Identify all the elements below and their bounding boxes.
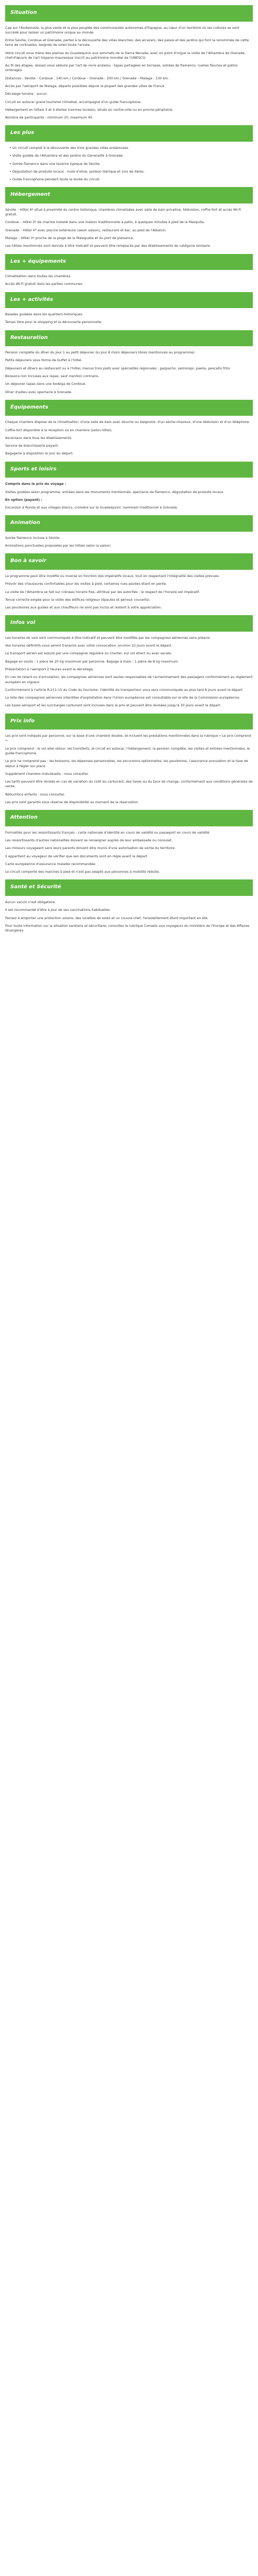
paragraph: Bagage en soute : 1 pièce de 20 kg maximum par personne. Bagage à main : 1 pièce de 8 kg maximum.	[5, 659, 179, 664]
section-header: Sports et loisirs	[5, 462, 253, 478]
section-equipements	[0, 400, 258, 456]
list-item: • Soirée flamenco dans une taverne typique de Séville.	[5, 162, 253, 166]
section-bon-a-savoir	[0, 553, 258, 610]
paragraph: Animations ponctuelles proposées par les hôtels selon la saison.	[5, 544, 112, 548]
paragraph: Climatisation dans toutes les chambres.	[5, 274, 72, 279]
list-item: • Guide francophone pendant toute la durée du circuit.	[5, 177, 253, 182]
paragraph: Chaque chambre dispose de la climatisation, d'une salle de bain avec douche ou baignoire, d'un sèche-cheveux, d'une télévision et d'un téléphone.	[5, 420, 250, 425]
paragraph: Hébergement en hôtels 3 et 4 étoiles (normes locales), situés en centre-ville ou en proche périphérie.	[5, 107, 173, 112]
included-label: Compris dans le prix du voyage :	[5, 482, 67, 486]
paragraph: Les prix sont indiqués par personne, sur la base d'une chambre double, et incluent les prestations mentionnées dans la rubrique « Le prix comprend ».	[5, 734, 251, 743]
list-item: • Visite guidée de l'Alhambra et des jardins du Generalife à Grenade.	[5, 154, 253, 158]
paragraph: Il appartient au voyageur de vérifier que ses documents sont en règle avant le départ.	[5, 854, 149, 858]
paragraph: Entre Séville, Cordoue et Grenade, partez à la découverte des villes blanches, des alcazars, des palais et des jardins qui font la renommée de cette terre de contrastes, baignée de soleil toute l'année.	[5, 38, 249, 47]
section-equipements-plus	[0, 254, 258, 287]
paragraph: Pour toute information sur la situation sanitaire et sécuritaire, consultez la rubrique Conseils aux voyageurs du ministère de l'Europe et des Affaires étrangères.	[5, 923, 250, 933]
paragraph: Cordoue – Hôtel 3* de charme installé dans une maison traditionnelle à patio, à quelques minutes à pied de la Mezquita.	[5, 220, 205, 225]
paragraph: Vos horaires définitifs vous seront transmis avec votre convocation, environ 10 jours avant le départ.	[5, 643, 172, 648]
paragraph: Conformément à l'article R.211-15 du Code du tourisme, l'identité du transporteur vous sera communiquée au plus tard 8 jours avant le départ.	[5, 687, 244, 692]
paragraph: Cap sur l'Andalousie, la plus vaste et la plus peuplée des communautés autonomes d'Espagne, au cœur d'un territoire où les cultures se sont succédé pour laisser un patrimoine unique au monde.	[5, 25, 239, 35]
paragraph: Accès Wi-Fi gratuit dans les parties communes.	[5, 282, 84, 286]
section-header: Santé et Sécurité	[5, 879, 253, 896]
paragraph: Balades guidées dans les quartiers historiques.	[5, 312, 84, 317]
paragraph: Dîner d'adieu avec spectacle à Grenade.	[5, 389, 72, 394]
paragraph: Les taxes aéroport et les surcharges carburant sont incluses dans le prix et peuvent être révisées jusqu'à 30 jours avant le départ.	[5, 703, 221, 708]
paragraph: Soirée flamenco incluse à Séville.	[5, 535, 61, 540]
paragraph: Temps libre pour le shopping et la découverte personnelle.	[5, 320, 103, 325]
section-header: Bon à savoir	[5, 553, 253, 570]
paragraph: Déjeuners et dîners au restaurant ou à l'hôtel, menus trois plats avec spécialités régionales : gazpacho, salmorejo, paella, pescaíto frito.	[5, 366, 231, 370]
paragraph: Coffre-fort disponible à la réception ou en chambre (selon hôtel).	[5, 428, 112, 432]
list-item: • Un circuit complet à la découverte des trois grandes villes andalouses.	[5, 146, 253, 150]
paragraph: Supplément chambre individuelle : nous consulter.	[5, 771, 89, 776]
paragraph: Pension complète du dîner du jour 1 au petit déjeuner du jour 8 (hors déjeuners libres mentionnés au programme).	[5, 350, 196, 355]
section-sante-securite	[0, 879, 258, 933]
section-infos-vol	[0, 615, 258, 708]
section-hebergement	[0, 187, 258, 248]
paragraph: Les ressortissants d'autres nationalités doivent se renseigner auprès de leur ambassade ou consulat.	[5, 838, 173, 843]
paragraph: Les horaires de vols sont communiqués à titre indicatif et peuvent être modifiés par les compagnies aériennes sans préavis.	[5, 635, 211, 640]
section-header: Restauration	[5, 330, 253, 347]
paragraph: Grenade – Hôtel 4* avec piscine extérieure (selon saison), restaurant et bar, au pied de l'Albaicín.	[5, 228, 167, 232]
section-header: Situation	[5, 5, 253, 22]
paragraph: Le transport aérien est assuré par une compagnie régulière ou charter, sur vol direct ou avec escale.	[5, 651, 172, 656]
paragraph: Un déjeuner tapas dans une bodega de Cordoue.	[5, 382, 87, 386]
paragraph: Décalage horaire : aucun.	[5, 92, 48, 96]
section-header: Équipements	[5, 400, 253, 416]
paragraph: Le prix comprend : le vol aller-retour, les transferts, le circuit en autocar, l'hébergement, la pension complète, les visites et entrées mentionnées, le guide francophone.	[5, 746, 250, 755]
section-les-plus	[0, 125, 258, 182]
paragraph: Pensez à emporter une protection solaire, des lunettes de soleil et un couvre-chef, l'ensoleillement étant important en été.	[5, 916, 208, 920]
paragraph: Les mineurs voyageant sans leurs parents doivent être munis d'une autorisation de sortie du territoire.	[5, 846, 176, 851]
paragraph: Les hôtels mentionnés sont donnés à titre indicatif et peuvent être remplacés par des établissements de catégorie similaire.	[5, 244, 211, 248]
paragraph: Visites guidées selon programme, entrées dans les monuments mentionnés, spectacle de flamenco, dégustation de produits locaux.	[5, 489, 224, 494]
option-label: En option (payant) :	[5, 497, 42, 502]
section-header: Les plus	[5, 125, 253, 142]
section-activites-plus	[0, 292, 258, 325]
section-header: Les + activités	[5, 292, 253, 309]
section-header: Les + équipements	[5, 254, 253, 270]
paragraph: Bagagerie à disposition le jour du départ.	[5, 451, 74, 456]
paragraph: Service de blanchisserie payant.	[5, 444, 59, 448]
paragraph: Accès par l'aéroport de Malaga, départs possibles depuis la plupart des grandes villes de France.	[5, 84, 166, 89]
paragraph: Aucun vaccin n'est obligatoire.	[5, 900, 56, 904]
section-header: Attention	[5, 810, 253, 826]
paragraph: Circuit en autocar grand tourisme climatisé, accompagné d'un guide francophone.	[5, 99, 142, 104]
paragraph: La liste des compagnies aériennes interdites d'exploitation dans l'Union européenne est consultable sur le site de la Commission européenne.	[5, 696, 240, 700]
section-attention	[0, 810, 258, 874]
paragraph: Le programme peut être modifié ou inversé en fonction des impératifs locaux, tout en respectant l'intégralité des visites prévues.	[5, 573, 220, 578]
paragraph: Les pourboires aux guides et aux chauffeurs ne sont pas inclus et restent à votre appréciation.	[5, 605, 162, 610]
paragraph: Réductions enfants : nous consulter.	[5, 792, 66, 796]
paragraph: Tenue correcte exigée pour la visite des édifices religieux (épaules et genoux couverts).	[5, 597, 151, 602]
paragraph: Carte européenne d'assurance maladie recommandée.	[5, 861, 96, 866]
paragraph: En cas de retard ou d'annulation, les compagnies aériennes sont seules responsables de l'acheminement des passagers conformément au règlement européen en vigueur.	[5, 675, 253, 684]
section-prix-info	[0, 714, 258, 805]
paragraph: Les prix sont garantis sous réserve de disponibilité au moment de la réservation.	[5, 800, 139, 804]
paragraph: Le circuit comporte des marches à pied et n'est pas adapté aux personnes à mobilité réduite.	[5, 870, 160, 874]
section-header: Animation	[5, 515, 253, 532]
paragraph: Votre circuit vous mène des plaines du Guadalquivir aux sommets de la Sierra Nevada, avec en point d'orgue la visite de l'Alhambra de Grenade, chef-d'œuvre de l'art hispano-mauresque inscrit au patrimoine mondial de l'UNESCO.	[5, 50, 246, 60]
section-sports-loisirs	[0, 462, 258, 511]
section-header: Infos vol	[5, 615, 253, 632]
paragraph: Nombre de participants : minimum 20, maximum 45.	[5, 115, 93, 120]
section-animation	[0, 515, 258, 548]
section-restauration	[0, 330, 258, 395]
section-situation	[0, 5, 258, 120]
paragraph: Prévoir des chaussures confortables pour les visites à pied, certaines rues pavées étant en pente.	[5, 582, 167, 586]
section-header: Hébergement	[5, 187, 253, 204]
paragraph: Séville – Hôtel 4* situé à proximité du centre historique, chambres climatisées avec salle de bain privative, télévision, coffre-fort et accès Wi-Fi gratuit.	[5, 207, 241, 217]
paragraph: Excursion à Ronda et aux villages blancs, croisière sur le Guadalquivir, hammam traditionnel à Grenade.	[5, 505, 178, 510]
paragraph: Les tarifs peuvent être révisés en cas de variation du coût du carburant, des taxes ou du taux de change, conformément aux conditions générales de vente.	[5, 779, 253, 789]
paragraph: Présentation à l'aéroport 2 heures avant le décollage.	[5, 667, 94, 671]
list-item: • Dégustation de produits locaux : huile d'olive, jambon ibérique et vins de Xérès.	[5, 170, 253, 174]
section-header: Prix info	[5, 714, 253, 730]
paragraph: Distances : Séville – Cordoue : 140 km / Cordoue – Grenade : 200 km / Grenade – Malaga : 130 km.	[5, 76, 169, 80]
paragraph: Le prix ne comprend pas : les boissons, les dépenses personnelles, les excursions optionnelles, les pourboires, l'assurance annulation et la taxe de séjour à régler sur place.	[5, 759, 248, 768]
paragraph: La visite de l'Alhambra se fait sur créneau horaire fixe, attribué par les autorités ; le respect de l'horaire est impératif.	[5, 589, 200, 594]
paragraph: Ascenseur dans tous les établissements.	[5, 435, 73, 440]
paragraph: Boissons non incluses aux repas, sauf mention contraire.	[5, 374, 100, 378]
paragraph: Il est recommandé d'être à jour de ses vaccinations habituelles.	[5, 908, 111, 912]
paragraph: Malaga – Hôtel 3* proche de la plage de la Malagueta et du port de plaisance.	[5, 235, 134, 240]
paragraph: Au fil des étapes, laissez-vous séduire par l'art de vivre andalou : tapas partagées en terrasse, soirées de flamenco, ruelles fleuries et patios ombragés.	[5, 63, 238, 73]
paragraph: Petits déjeuners sous forme de buffet à l'hôtel.	[5, 358, 83, 363]
paragraph: Formalités pour les ressortissants français : carte nationale d'identité en cours de validité ou passeport en cours de validité.	[5, 830, 211, 835]
